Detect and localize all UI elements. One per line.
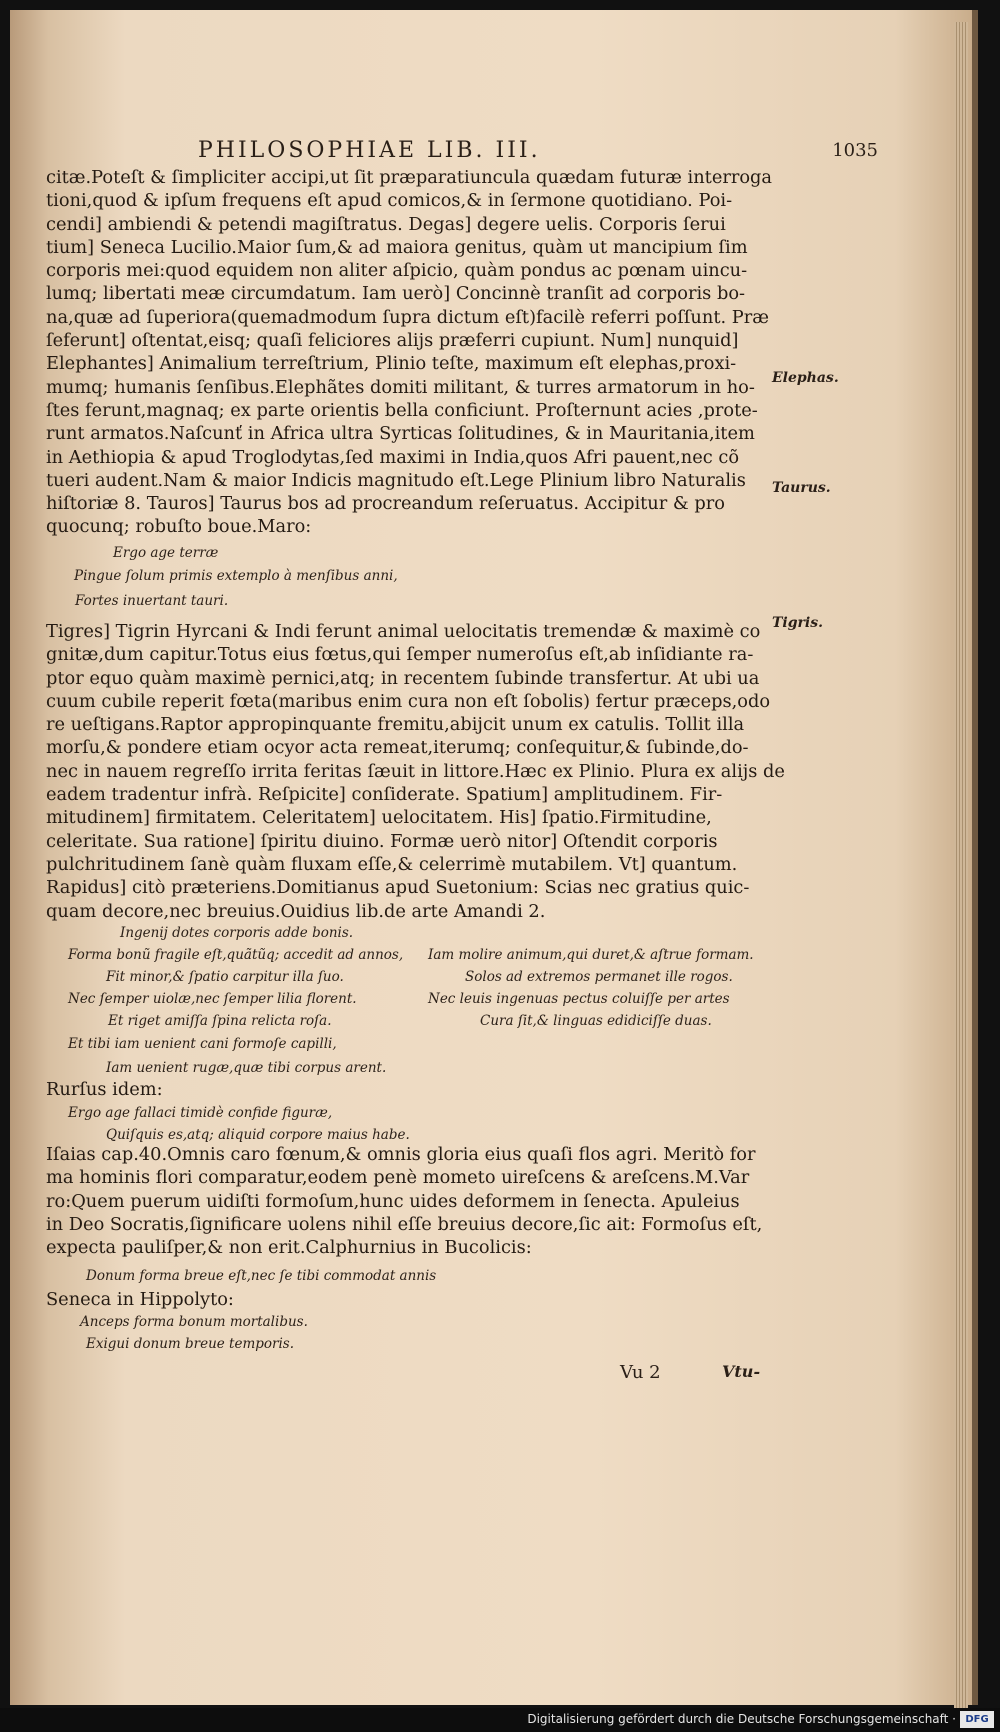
text-line: nec in nauem regreſſo irrita feritas ſæuit in littore.Hæc ex Plinio. Plura ex alijs de	[46, 760, 785, 782]
running-header	[198, 138, 878, 166]
text-line: na,quæ ad ſuperiora(quemadmodum ſupra dictum eſt)facilè referri poſſunt. Præ	[46, 306, 769, 328]
text-line: hiſtoriæ 8. Tauros] Taurus bos ad procreandum reſeruatus. Accipitur & pro	[46, 493, 725, 515]
verse-line: Donum forma breue eſt,nec ſe tibi commodat annis	[86, 1268, 437, 1284]
text-line: Tigres] Tigrin Hyrcani & Indi ferunt animal uelocitatis tremendæ & maximè co	[46, 621, 761, 642]
page-number: 1035	[832, 140, 878, 161]
text-line: ſtes ferunt,magnaq; ex parte orientis bella conficiunt. Proſternunt acies ,prote-	[46, 399, 758, 421]
text-line: Iſaias cap.40.Omnis caro fœnum,& omnis gloria eius quaſi flos agri. Meritò for	[46, 1144, 756, 1165]
body-text-block-2	[46, 620, 786, 923]
text-line: celeritate. Sua ratione] ſpiritu diuino. Formæ uerò nitor] Oſtendit corporis	[46, 830, 718, 852]
text-line: tioni,quod & ipſum frequens eſt apud comicos,& in ſermone quotidiano. Poi-	[46, 190, 733, 212]
text-line: in Aethiopia & apud Troglodytas,ſed maximi in India,quos Afri pauent,nec cõ	[46, 446, 740, 468]
text-line: gnitæ,dum capitur.Totus eius fœtus,qui ſemper numeroſus eſt,ab inſidiante ra-	[46, 644, 754, 666]
verse-line: Forma bonũ fragile eſt,quãtũq; accedit ad annos,	[68, 947, 404, 963]
text-line: in Deo Socratis,ſignificare uolens nihil eſſe breuius decore,ſic ait: Formoſus eſt,	[46, 1213, 763, 1235]
margin-note-tigris: Tigris.	[772, 615, 823, 631]
verse-line: Ingenij dotes corporis adde bonis.	[120, 925, 354, 941]
running-title: PHILOSOPHIAE LIB. III.	[198, 138, 541, 163]
body-text-block-1	[46, 166, 786, 539]
dfg-logo-icon: DFG	[960, 1711, 994, 1728]
text-line: quocunq; robuſto boue.Maro:	[46, 516, 312, 538]
text-line: corporis mei:quod equidem non aliter aſpicio, quàm pondus ac pœnam uincu-	[46, 260, 748, 282]
text-line: Rapidus] citò præteriens.Domitianus apud Suetonium: Scias nec gratius quic-	[46, 877, 750, 899]
verse-line: Quiſquis es,atq; aliquid corpore maius habe.	[106, 1127, 410, 1143]
text-line: expecta pauliſper,& non erit.Calphurnius in Bucolicis:	[46, 1237, 532, 1259]
catchword: Vtu-	[722, 1362, 761, 1381]
verse-line: Iam uenient rugæ,quæ tibi corpus arent.	[106, 1060, 387, 1076]
verse-line: Fortes inuertant tauri.	[75, 593, 229, 609]
page-edge	[954, 22, 968, 1712]
text-line: Elephantes] Animalium terreſtrium, Plinio teſte, maximum eſt elephas,proxi-	[46, 353, 737, 375]
verse-line: Solos ad extremos permanet ille rogos.	[465, 969, 733, 985]
text-line: cuum cubile reperit fœta(maribus enim cura non eſt ſobolis) fertur præceps,odo	[46, 690, 771, 712]
text-line: tueri audent.Nam & maior Indicis magnitudo eſt.Lege Plinium libro Naturalis	[46, 469, 746, 491]
text-line: pulchritudinem ſanè quàm fluxam eſſe,& celerrimè mutabilem. Vt] quantum.	[46, 853, 738, 875]
margin-note-elephas: Elephas.	[772, 370, 839, 386]
text-line: Rurſus idem:	[46, 1079, 163, 1100]
footer-credit: Digitalisierung gefördert durch die Deutsche Forschungsgemeinschaft ·	[527, 1712, 956, 1726]
text-line: ptor equo quàm maximè pernici,atq; in recentem ſubinde transfertur. At ubi ua	[46, 667, 760, 689]
verse-line: Nec leuis ingenuas pectus coluiſſe per artes	[428, 991, 730, 1007]
text-line: mitudinem] firmitatem. Celeritatem] uelocitatem. His] ſpatio.Firmitudine,	[46, 807, 712, 829]
text-line: lumq; libertati meæ circumdatum. Iam uerò] Concinnè tranſit ad corporis bo-	[46, 283, 746, 305]
text-line: morſu,& pondere etiam ocyor acta remeat,iterumq; conſequitur,& ſubinde,do-	[46, 737, 749, 759]
verse-line: Iam molire animum,qui duret,& aſtrue formam.	[428, 947, 754, 963]
verse-line: Ergo age fallaci timidè confide figuræ,	[68, 1105, 333, 1121]
verse-line: Exigui donum breue temporis.	[86, 1336, 295, 1352]
body-text-block-3	[46, 1143, 786, 1259]
margin-note-taurus: Taurus.	[772, 480, 831, 496]
text-line: ro:Quem puerum uidiſti formoſum,hunc uides deformem in ſenecta. Apuleius	[46, 1190, 740, 1212]
text-line: runt armatos.Naſcunť in Africa ultra Syrticas ſolitudines, & in Mauritania,item	[46, 423, 755, 445]
text-line: quam decore,nec breuius.Ouidius lib.de arte Amandi 2.	[46, 900, 546, 922]
text-line: tium] Seneca Lucilio.Maior ſum,& ad maiora genitus, quàm ut mancipium ſim	[46, 236, 748, 258]
verse-line: Nec ſemper uiolæ,nec ſemper lilia florent.	[68, 991, 357, 1007]
text-line: eadem tradentur infrà. Reſpicite] conſiderate. Spatium] amplitudinem. Fir-	[46, 784, 723, 806]
text-line: mumq; humanis ſenſibus.Elephãtes domiti militant, & turres armatorum in ho-	[46, 376, 755, 398]
text-line: re ueſtigans.Raptor appropinquante fremitu,abijcit unum ex catulis. Tollit illa	[46, 714, 745, 736]
footer-bar	[0, 1708, 1000, 1732]
rursus-line	[46, 1078, 786, 1101]
text-line: ma hominis flori comparatur,eodem penè mometo uireſcens & areſcens.M.Var	[46, 1167, 750, 1189]
seneca-line	[46, 1288, 786, 1311]
signature-mark: Vu 2	[620, 1362, 661, 1383]
verse-line: Ergo age terræ	[113, 545, 219, 561]
text-line: ſeferunt] oſtentat,eisq; quaſi feliciores alijs præferri cupiunt. Num] nunquid]	[46, 330, 739, 352]
book-page	[10, 10, 978, 1705]
verse-line: Et tibi iam uenient cani formoſe capilli,	[68, 1036, 337, 1052]
text-line: cendi] ambiendi & petendi magiſtratus. Degas] degere uelis. Corporis ſerui	[46, 213, 726, 235]
verse-line: Et riget amiſſa ſpina relicta roſa.	[108, 1013, 332, 1029]
text-line: citæ.Poteſt & ſimpliciter accipi,ut ſit præparatiuncula quædam futuræ interroga	[46, 167, 773, 188]
text-line: Seneca in Hippolyto:	[46, 1289, 234, 1310]
verse-line: Cura ſit,& linguas edidiciſſe duas.	[480, 1013, 712, 1029]
verse-line: Anceps forma bonum mortalibus.	[80, 1314, 308, 1330]
verse-line: Fit minor,& ſpatio carpitur illa ſuo.	[106, 969, 344, 985]
verse-line: Pingue ſolum primis extemplo à menſibus anni,	[74, 568, 398, 584]
